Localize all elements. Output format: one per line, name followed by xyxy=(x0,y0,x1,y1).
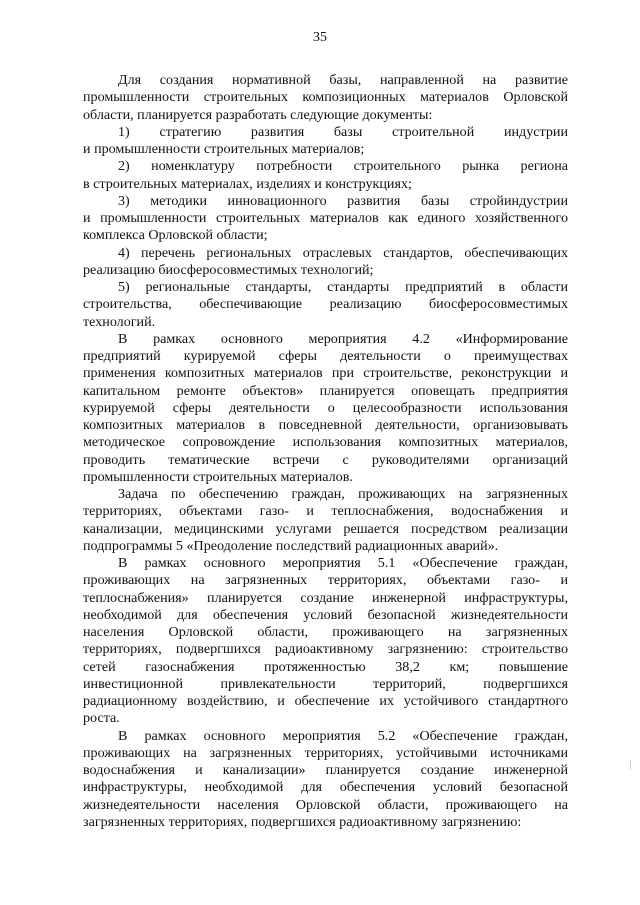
text-line: роста. xyxy=(83,710,120,727)
paragraph xyxy=(83,158,568,193)
text-line: подпрограммы 5 «Преодоление последствий радиационных аварий». xyxy=(83,537,499,554)
text-line: жизнедеятельности населения Орловской области, проживающего на xyxy=(83,796,568,813)
text-line: промышленности строительных материалов. xyxy=(83,468,353,485)
text-line: водоснабжения и канализации» планируется создание инженерной xyxy=(83,762,568,778)
paragraph xyxy=(83,555,568,728)
text-line: строительства, обеспечивающие реализацию биосферосовместимых xyxy=(83,296,568,313)
text-line: и промышленности строительных материалов как единого хозяйственного xyxy=(83,210,568,226)
text-line: 4) перечень региональных отраслевых стандартов, обеспечивающих xyxy=(118,244,568,261)
paragraph xyxy=(83,245,568,280)
text-line: необходимой для обеспечения условий безопасной жизнедеятельности xyxy=(83,606,568,623)
text-line: промышленности строительных композиционных материалов Орловской xyxy=(83,89,568,106)
text-line: 3) методики инновационного развития базы стройиндустрии xyxy=(118,192,568,209)
text-line: композитных материалов в повседневной деятельности, организовывать xyxy=(83,417,568,433)
paragraph xyxy=(83,486,568,555)
text-line: проживающих на загрязненных территориях, устойчивыми источниками xyxy=(83,744,568,761)
text-line: реализацию биосферосовместимых технологий; xyxy=(83,261,374,278)
text-line: курируемой сферы деятельности о целесообразности использования xyxy=(83,399,568,416)
paragraph xyxy=(83,72,568,124)
text-line: теплоснабжения» планируется создание инженерной инфраструктуры, xyxy=(83,589,568,606)
text-line: и промышленности строительных материалов; xyxy=(83,141,365,157)
text-line: В рамках основного мероприятия 5.2 «Обеспечение граждан, xyxy=(118,727,568,744)
text-line: предприятий курируемой сферы деятельности о преимуществах xyxy=(83,348,568,364)
text-line: Для создания нормативной базы, направленной на развитие xyxy=(118,72,568,88)
page-number: 35 xyxy=(313,30,327,45)
text-line: радиационному воздействию, и обеспечение их устойчивого стандартного xyxy=(83,693,568,709)
text-line: сетей газоснабжения протяженностью 38,2 км; повышение xyxy=(83,658,568,675)
paragraph xyxy=(83,193,568,245)
text-line: области, планируется разработать следующие документы: xyxy=(83,106,433,123)
text-line: В рамках основного мероприятия 4.2 «Информирование xyxy=(118,330,568,347)
text-line: проживающих на загрязненных территориях, объектами газо- и xyxy=(83,572,568,589)
paragraph xyxy=(83,279,568,331)
text-line: В рамках основного мероприятия 5.1 «Обеспечение граждан, xyxy=(118,555,568,571)
text-line: инвестиционной привлекательности территорий, подвергшихся xyxy=(83,675,568,692)
text-line: применения композитных материалов при строительстве, реконструкции и xyxy=(83,365,568,382)
text-line: методическое сопровождение использования композитных материалов, xyxy=(83,434,568,451)
text-line: технологий. xyxy=(83,313,156,330)
paragraph xyxy=(83,728,568,832)
text-line: проводить тематические встречи с руководителями организаций xyxy=(83,451,568,468)
text-line: 1) стратегию развития базы строительной индустрии xyxy=(118,123,568,140)
document-body xyxy=(83,72,568,831)
text-line: 5) региональные стандарты, стандарты предприятий в области xyxy=(118,279,568,295)
text-line: в строительных материалах, изделиях и конструкциях; xyxy=(83,175,412,192)
text-line: Задача по обеспечению граждан, проживающих на загрязненных xyxy=(118,486,568,502)
paragraph xyxy=(83,124,568,159)
text-line: загрязненных территориях, подвергшихся радиоактивному загрязнению: xyxy=(83,813,522,830)
text-line: канализации, медицинскими услугами решается посредством реализации xyxy=(83,520,568,537)
text-line: населения Орловской области, проживающего на загрязненных xyxy=(83,624,568,640)
text-line: территориях, объектами газо- и теплоснабжения, водоснабжения и xyxy=(83,503,568,520)
text-line: территориях, подвергшихся радиоактивному загрязнению: строительство xyxy=(83,641,568,658)
text-line: капитальном ремонте объектов» планируется оповещать предприятия xyxy=(83,382,568,399)
text-line: инфраструктуры, необходимой для обеспечения условий безопасной xyxy=(83,779,568,796)
margin-mark xyxy=(630,760,631,770)
text-line: комплекса Орловской области; xyxy=(83,227,268,244)
text-line: 2) номенклатуру потребности строительного рынка региона xyxy=(118,158,568,175)
paragraph xyxy=(83,331,568,486)
